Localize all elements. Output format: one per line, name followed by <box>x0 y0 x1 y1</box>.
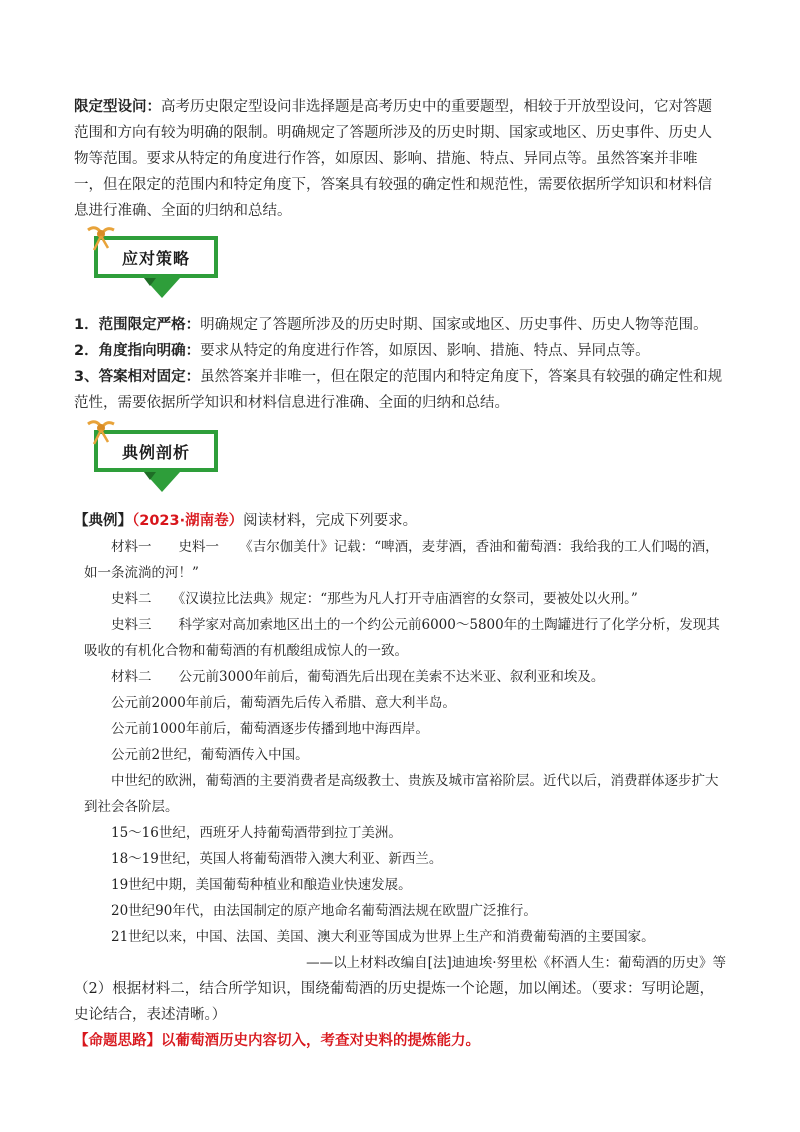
question-2: （2）根据材料二，结合所学知识，围绕葡萄酒的历史提炼一个论题，加以阐述。（要求：写明论题，史论结合，表述清晰。） <box>74 981 714 1023</box>
section-badge-strategy <box>84 224 224 302</box>
material2-line2: 公元前2000年前后，葡萄酒先后传入希腊、意大利半岛。 <box>111 695 456 711</box>
section-title-strategy: 应对策略 <box>121 248 190 268</box>
strategy-item-3-text: 虽然答案并非唯一，但在限定的范围内和特定角度下，答案具有较强的确定性和规范性，需要依据所学知识和材料信息进行准确、全面的归纳和总结。 <box>74 369 723 411</box>
material2-line8: 19世纪中期，美国葡萄种植业和酿造业快速发展。 <box>111 877 412 893</box>
material2-line9: 20世纪90年代，由法国制定的原产地命名葡萄酒法规在欧盟广泛推行。 <box>111 903 537 919</box>
strategy-item-2-head: 2．角度指向明确： <box>74 343 201 359</box>
section-badge-example <box>84 418 224 496</box>
proposition-idea <box>74 1028 726 1054</box>
example-source-tag: （2023·湖南卷） <box>132 513 244 529</box>
material2-line10: 21世纪以来，中国、法国、美国、澳大利亚等国成为世界上生产和消费葡萄酒的主要国家。 <box>111 929 655 945</box>
idea-label: 【命题思路】 <box>74 1033 161 1049</box>
section-title-example: 典例剖析 <box>121 442 190 462</box>
strategy-item-1 <box>74 312 726 338</box>
strategy-item-1-text: 明确规定了答题所涉及的历史时期、国家或地区、历史事件、历史人物等范围。 <box>200 317 708 333</box>
material1-source3: 史料三 科学家对高加索地区出土的一个约公元前6000～5800年的土陶罐进行了化学分析，发现其吸收的有机化合物和葡萄酒的有机酸组成惊人的一致。 <box>84 617 720 659</box>
idea-text: 以葡萄酒历史内容切入，考查对史料的提炼能力。 <box>161 1033 480 1049</box>
material2-line5: 中世纪的欧洲，葡萄酒的主要消费者是高级教士、贵族及城市富裕阶层。近代以后，消费群体逐步扩大到社会各阶层。 <box>84 773 719 815</box>
strategy-item-3-head: 3、答案相对固定： <box>74 369 201 385</box>
intro-term: 限定型设问： <box>74 99 161 115</box>
material2-line3: 公元前1000年前后，葡萄酒逐步传播到地中海西岸。 <box>111 721 429 737</box>
example-label: 【典例】 <box>74 513 132 529</box>
example-header <box>74 508 726 534</box>
material2-line7: 18～19世纪，英国人将葡萄酒带入澳大利亚、新西兰。 <box>111 851 443 867</box>
material2-line6: 15～16世纪，西班牙人持葡萄酒带到拉丁美洲。 <box>111 825 402 841</box>
example-instruction: 阅读材料，完成下列要求。 <box>243 513 418 529</box>
material1-source1: 材料一 史料一 《吉尔伽美什》记载：“啤酒，麦芽酒，香油和葡萄酒：我给我的工人们喝的酒，如一条流淌的河！” <box>84 539 719 581</box>
strategy-item-2-text: 要求从特定的角度进行作答，如原因、影响、措施、特点、异同点等。 <box>200 343 650 359</box>
strategy-item-3 <box>74 364 726 416</box>
strategy-item-2 <box>74 338 726 364</box>
material2-line1: 材料二 公元前3000年前后，葡萄酒先后出现在美索不达米亚、叙利亚和埃及。 <box>111 669 605 685</box>
intro-text: 高考历史限定型设问非选择题是高考历史中的重要题型，相较于开放型设问，它对答题范围和方向有较为明确的限制。明确规定了答题所涉及的历史时期、国家或地区、历史事件、历史人物等范围。要求从特定的角度进行作答，如原因、影响、措施、特点、异同点等。虽然答案并非唯一，但在限定的范围内和特定角度下，答案具有较强的确定性和规范性，需要依据所学知识和材料信息进行准确、全面的归纳和总结。 <box>74 99 712 219</box>
material2-line4: 公元前2世纪，葡萄酒传入中国。 <box>111 747 309 763</box>
strategy-item-1-head: 1．范围限定严格： <box>74 317 201 333</box>
material1-source2: 史料二 《汉谟拉比法典》规定：“那些为凡人打开寺庙酒窖的女祭司，要被处以火刑。” <box>111 591 638 607</box>
material-source-citation: ——以上材料改编自[法]迪迪埃·努里松《杯酒人生：葡萄酒的历史》等 <box>306 955 726 971</box>
intro-paragraph <box>74 94 726 224</box>
